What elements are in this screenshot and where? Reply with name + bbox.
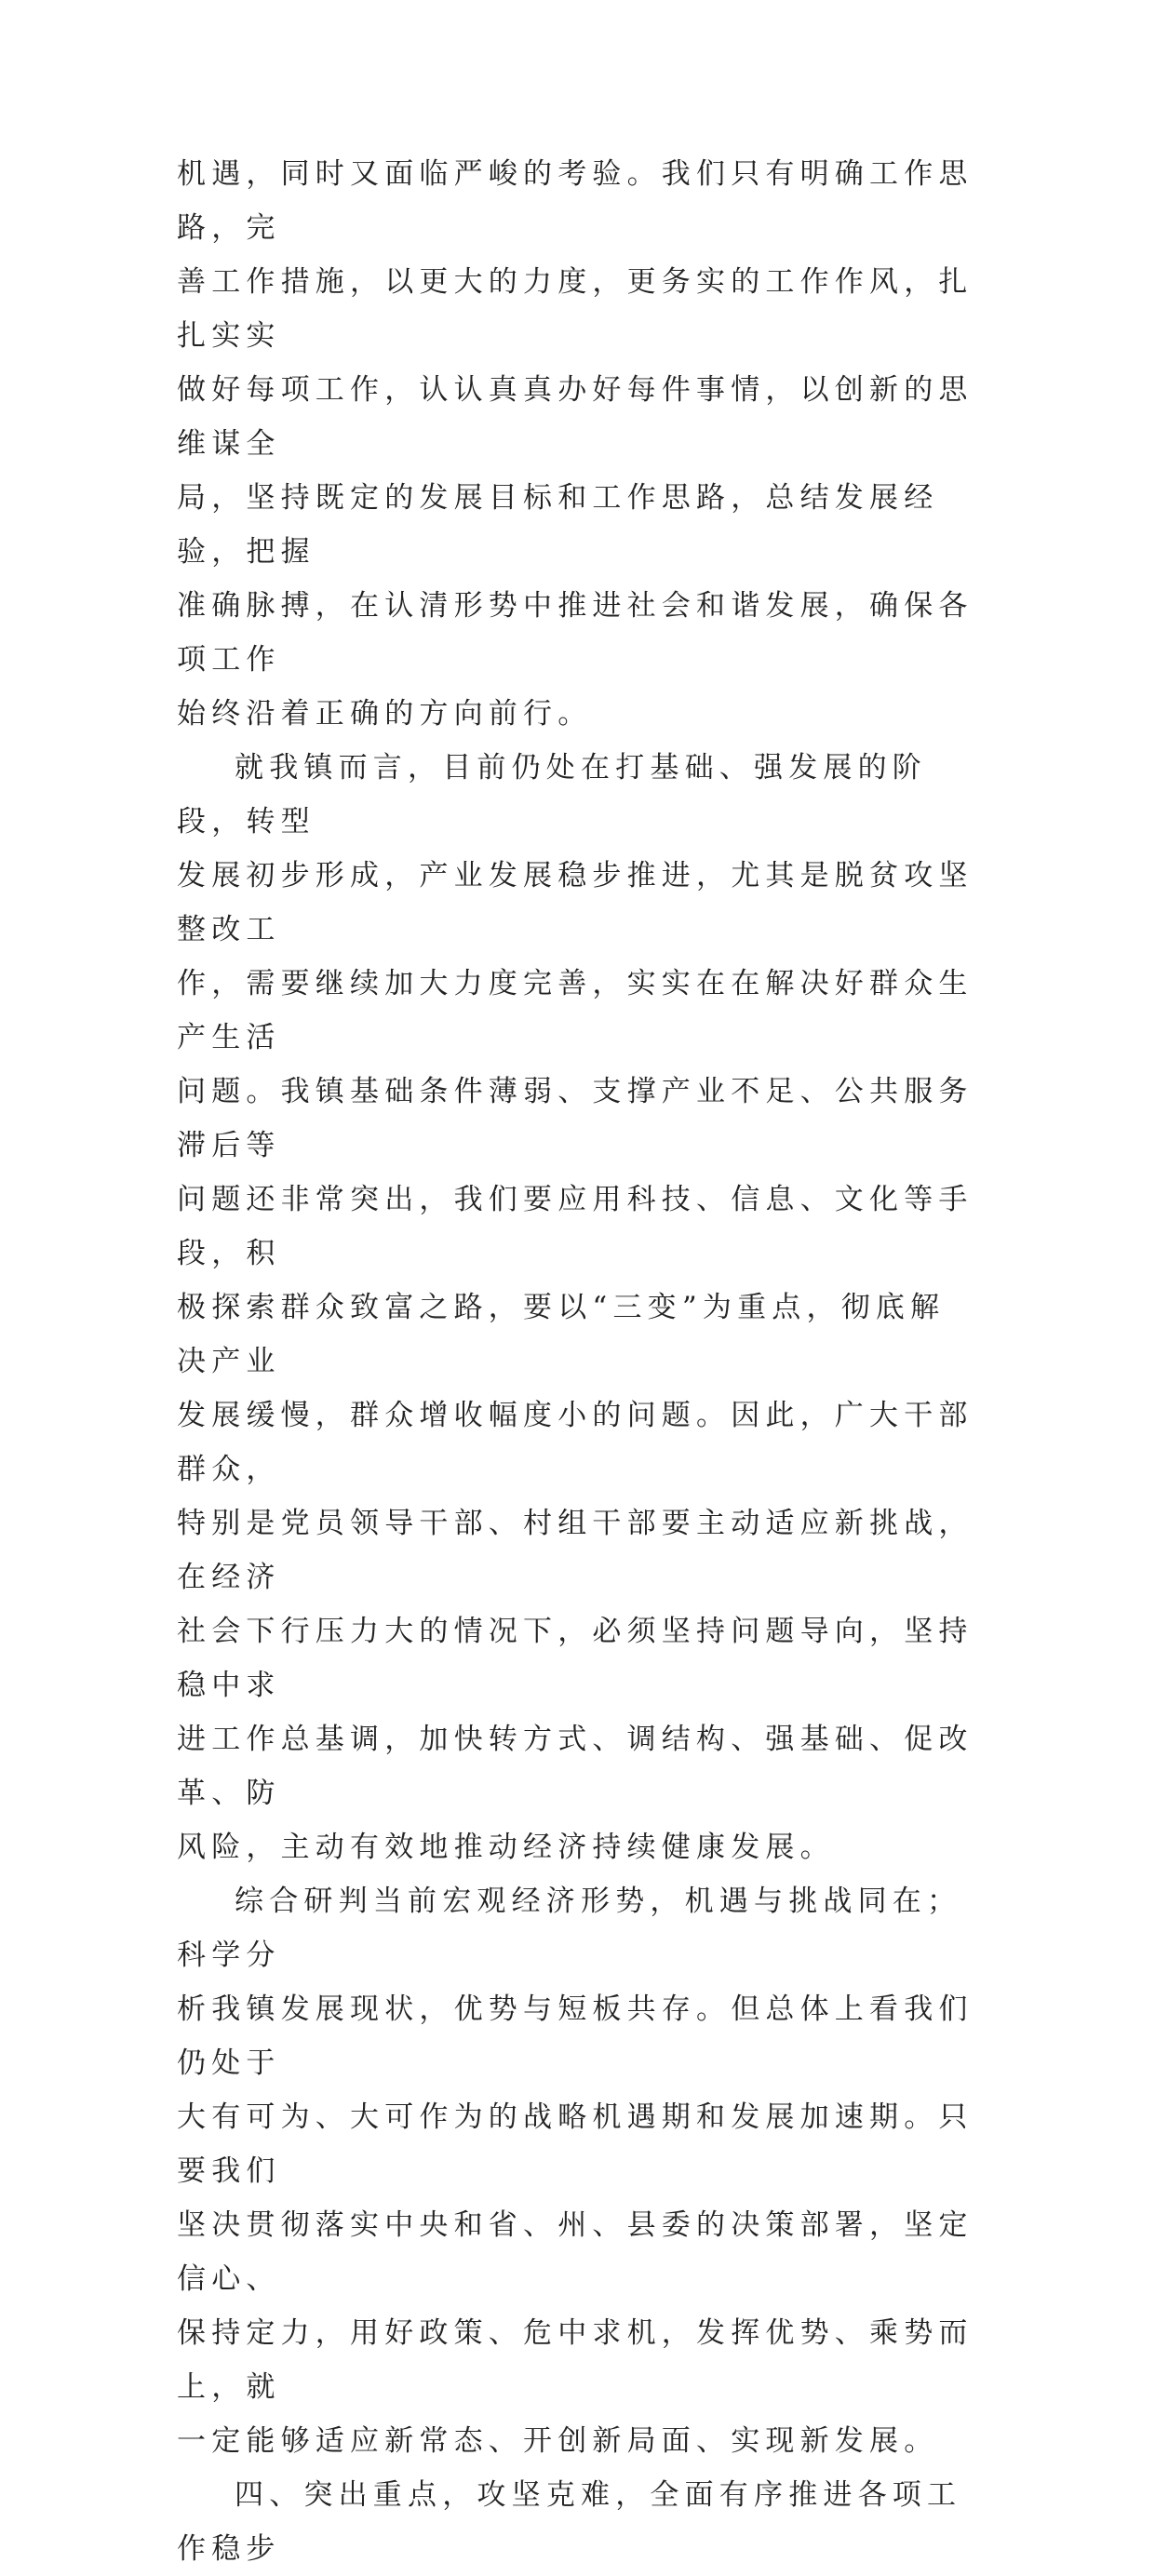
paragraph-4: 四、突出重点，攻坚克难，全面有序推进各项工作稳步 xyxy=(177,2478,962,2566)
paragraph-2: 就我镇而言，目前仍处在打基础、强发展的阶段，转型 发展初步形成，产业发展稳步推进，尤其是脱贫攻坚整改工 作，需要继续加大力度完善，实实在在解决好群众生产生活 问题。我镇基础条件薄弱、支撑产业不足、公共服务滞后等 问题还非常突出，我们要应用科技、信息、文化等手段，积 极探索群众致富之路，要以“三变”为重点，彻底解决产业 发展缓慢，群众增收幅度小的问题。因此，广大干部群众， 特别是党员领导干部、村组干部要主动适应新挑战，在经济 社会下行压力大的情况下，必须坚持问题导向，坚持稳中求 进工作总基调，加快转方式、调结构、强基础、促改革、防 风险，主动有效地推动经济持续健康发展。 xyxy=(177,751,974,1864)
paragraph-1: 机遇，同时又面临严峻的考验。我们只有明确工作思路，完 善工作措施，以更大的力度，更务实的工作作风，扎扎实实 做好每项工作，认认真真办好每件事情，以创新的思维谋全 局，坚持既定的发展目标和工作思路，总结发展经验，把握 准确脉搏，在认清形势中推进社会和谐发展，确保各项工作 始终沿着正确的方向前行。 xyxy=(177,157,974,731)
paragraph-3: 综合研判当前宏观经济形势，机遇与挑战同在；科学分 析我镇发展现状，优势与短板共存。但总体上看我们仍处于 大有可为、大可作为的战略机遇期和发展加速期。只要我们 坚决贯彻落实中央和省、州、县委的决策部署，坚定信心、 保持定力，用好政策、危中求机，发挥优势、乘势而上，就 一定能够适应新常态、开创新局面、实现新发展。 xyxy=(177,1885,974,2458)
body-text xyxy=(177,147,977,2576)
